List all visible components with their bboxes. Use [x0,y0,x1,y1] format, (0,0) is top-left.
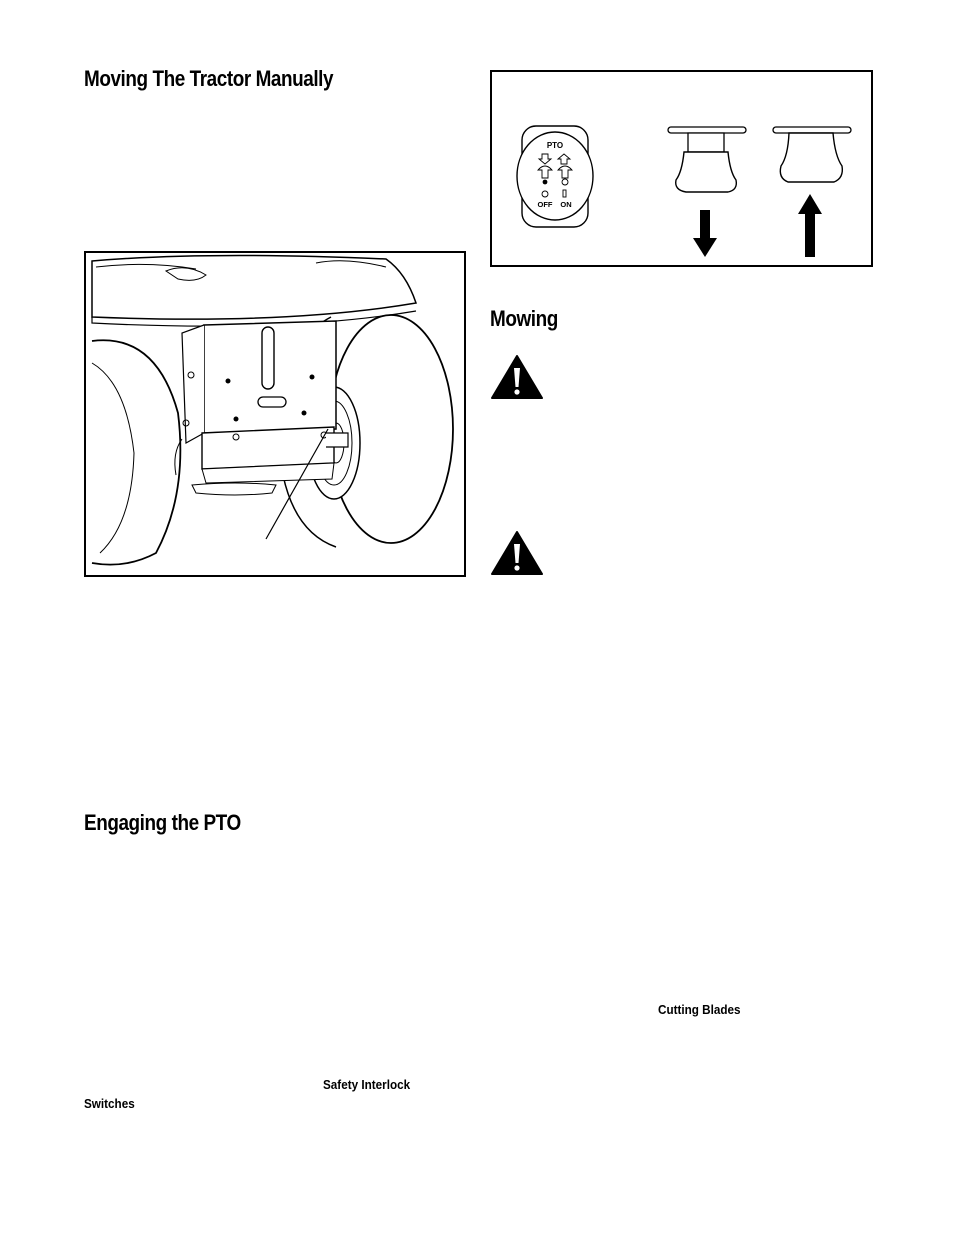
heading-mowing: Mowing [490,306,558,331]
ref-safety-interlock[interactable]: Safety Interlock [323,1077,411,1092]
warning-triangle-icon [490,530,544,576]
warning-triangle-icon [490,354,544,400]
pto-knob-illustration [492,72,871,265]
knob-pulled-out [668,127,746,192]
pto-off-label: OFF [537,200,553,209]
pto-on-label: ON [560,200,572,209]
pto-knob-figure [490,70,873,267]
arrow-up-icon [798,194,822,257]
tractor-rear-figure [84,251,466,577]
knob-pushed-in [773,127,851,182]
tractor-rear-illustration [86,253,464,575]
heading-moving-tractor: Moving The Tractor Manually [84,66,334,91]
pto-label: PTO [546,141,564,150]
arrow-down-icon [693,210,717,257]
ref-cutting-blades[interactable]: Cutting Blades [658,1002,741,1017]
heading-engaging-pto: Engaging the PTO [84,810,241,835]
ref-switches[interactable]: Switches [84,1096,135,1111]
